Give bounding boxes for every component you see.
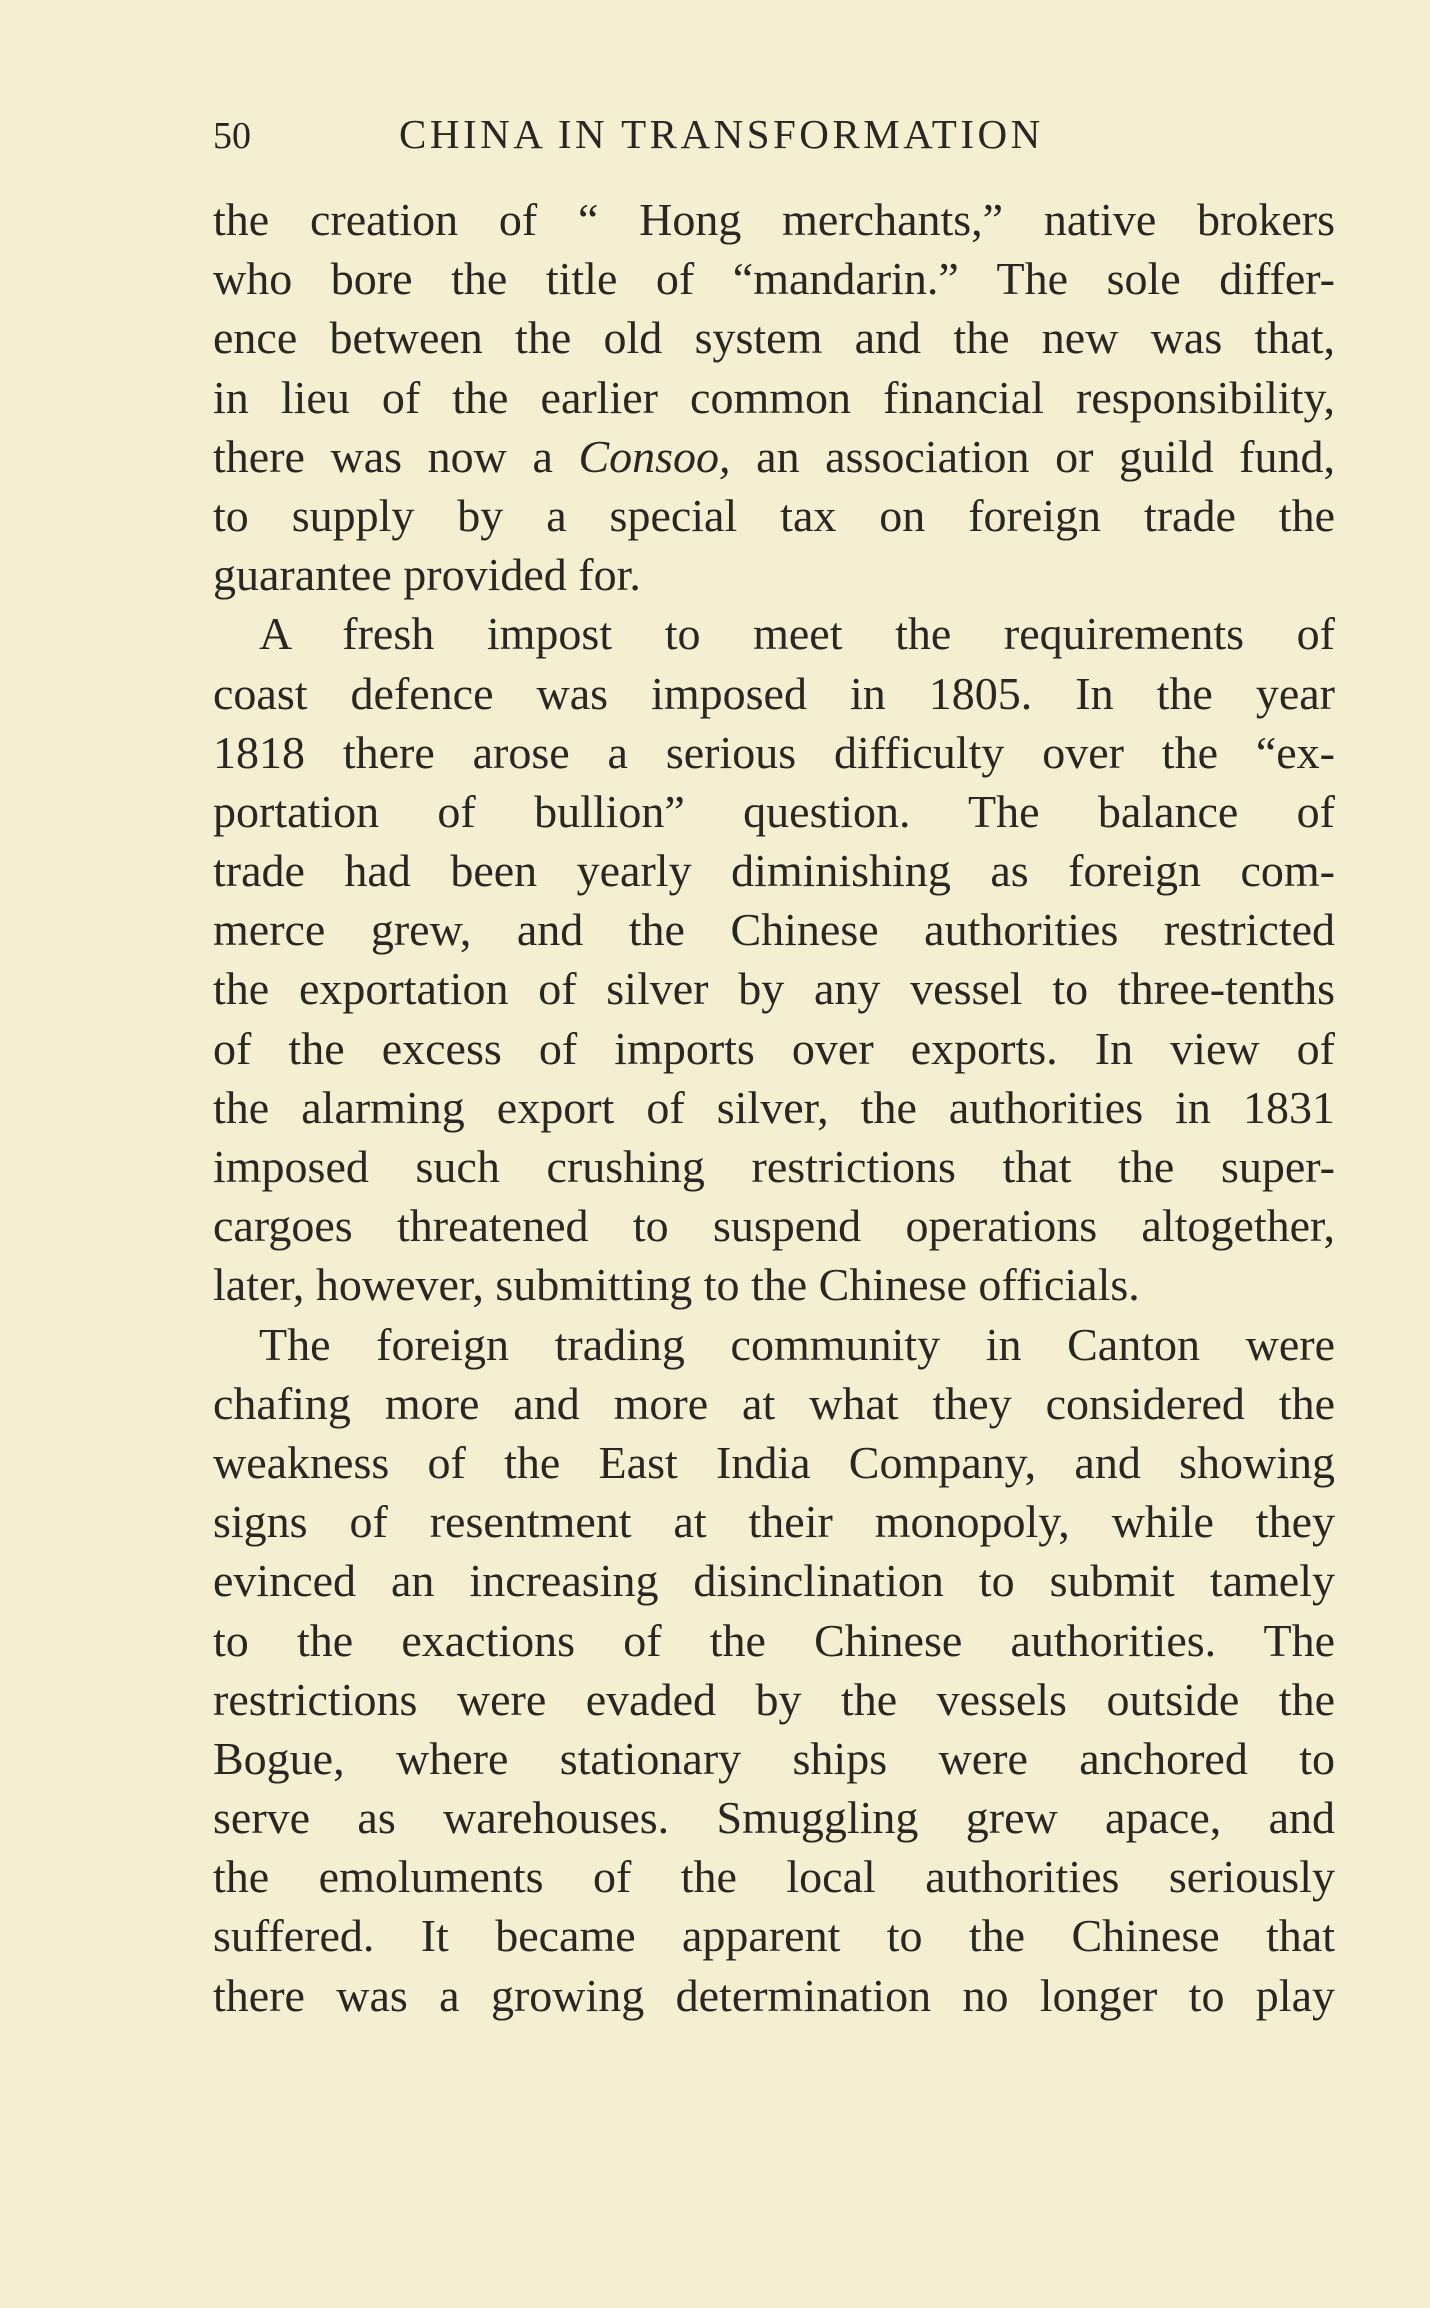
text-line: to the exactions of the Chinese authorities. The [213, 1614, 1335, 1666]
text-line: Bogue, where stationary ships were anchored to [213, 1732, 1335, 1784]
text-line: later, however, submitting to the Chinese officials. [213, 1259, 1140, 1311]
text-line: restrictions were evaded by the vessels outside the [213, 1673, 1335, 1725]
page-header [213, 108, 1335, 168]
text-line: there was a growing determination no longer to play [213, 1969, 1335, 2021]
text-line: weakness of the East India Company, and showing [213, 1436, 1335, 1488]
text-fragment: there was now a [213, 430, 579, 482]
paragraph-first-line: A fresh impost to meet the requirements of [259, 608, 1335, 660]
text-line [213, 427, 1335, 486]
text-line: coast defence was imposed in 1805. In the year [213, 667, 1335, 719]
text-line: trade had been yearly diminishing as foreign com- [213, 845, 1335, 897]
text-line: serve as warehouses. Smuggling grew apace, and [213, 1792, 1335, 1844]
italic-term: Consoo, [578, 430, 731, 482]
text-line: signs of resentment at their monopoly, while they [213, 1496, 1335, 1548]
text-line: cargoes threatened to suspend operations altogether, [213, 1200, 1335, 1252]
text-line: chafing more and more at what they considered the [213, 1377, 1335, 1429]
text-line: 1818 there arose a serious difficulty over the “ex- [213, 726, 1335, 778]
text-line: portation of bullion” question. The balance of [213, 785, 1335, 837]
text-line: to supply by a special tax on foreign trade the [213, 489, 1335, 541]
text-line: who bore the title of “mandarin.” The sole differ- [213, 253, 1335, 305]
text-line: the exportation of silver by any vessel to three-tenths [213, 963, 1335, 1015]
paragraph-first-line: The foreign trading community in Canton were [259, 1318, 1335, 1370]
text-line: of the excess of imports over exports. In view of [213, 1022, 1335, 1074]
text-line: evinced an increasing disinclination to submit tamely [213, 1555, 1335, 1607]
text-line: merce grew, and the Chinese authorities restricted [213, 904, 1335, 956]
running-title: CHINA IN TRANSFORMATION [399, 111, 1044, 157]
text-line: guarantee provided for. [213, 549, 641, 601]
text-line: suffered. It became apparent to the Chinese that [213, 1910, 1335, 1962]
text-line: the alarming export of silver, the authorities in 1831 [213, 1081, 1335, 1133]
text-line: in lieu of the earlier common financial responsibility, [213, 371, 1335, 423]
text-line: ence between the old system and the new was that, [213, 312, 1335, 364]
text-line: imposed such crushing restrictions that the super- [213, 1141, 1335, 1192]
page-number: 50 [213, 115, 251, 157]
text-line: the emoluments of the local authorities seriously [213, 1851, 1335, 1903]
text-fragment: an association or guild fund, [730, 430, 1335, 482]
body-text [213, 190, 1335, 2025]
text-line: the creation of “ Hong merchants,” native brokers [213, 194, 1335, 245]
